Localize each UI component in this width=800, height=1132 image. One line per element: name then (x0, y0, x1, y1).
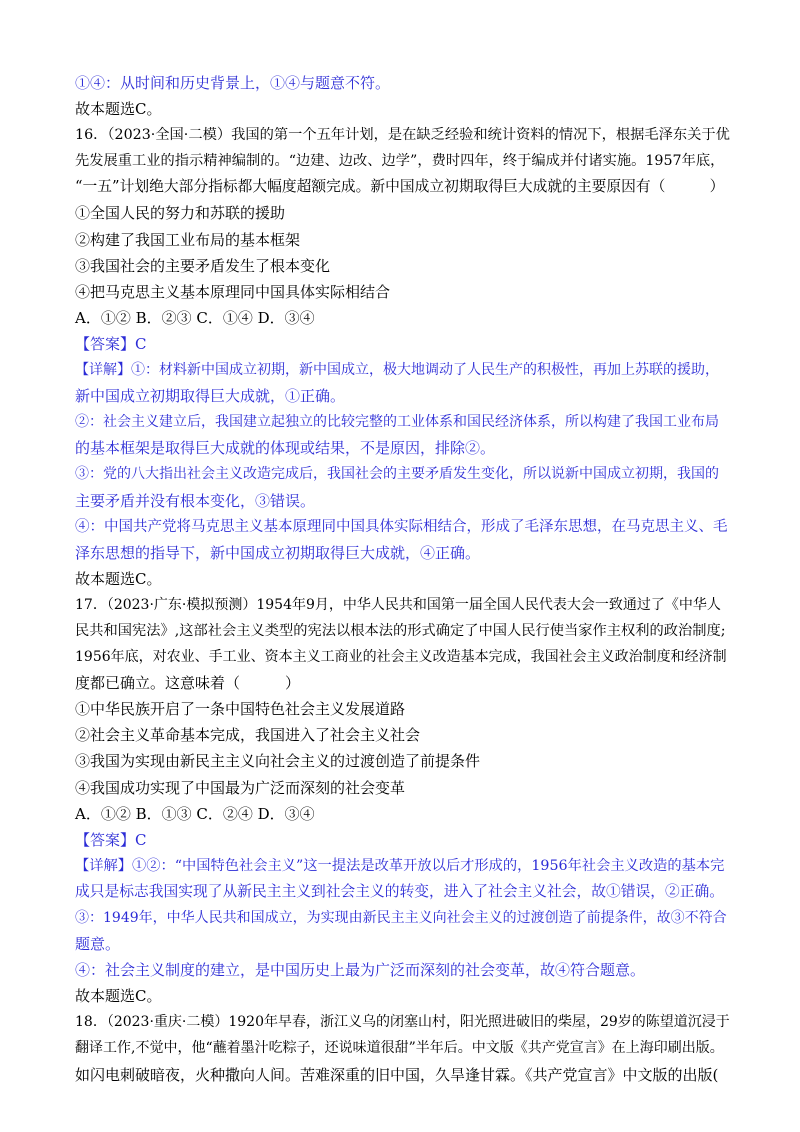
answer-line: 主要矛盾并没有根本变化，③错误。 (75, 491, 316, 510)
answer-line: 【答案】C (75, 334, 147, 353)
text-line: ④我国成功实现了中国最为广泛而深刻的社会变革 (75, 778, 406, 797)
answer-line: 泽东思想的指导下，新中国成立初期取得巨大成就，④正确。 (75, 543, 481, 562)
answer-line: 【答案】C (75, 830, 147, 849)
text-line: ③我国为实现由新民主主义向社会主义的过渡创造了前提条件 (75, 752, 481, 771)
text-line: ②社会主义革命基本完成，我国进入了社会主义社会 (75, 726, 421, 745)
text-line: 故本题选C。 (75, 987, 162, 1006)
answer-line: ①④：从时间和历史背景上，①④与题意不符。 (75, 74, 391, 92)
text-line: 度都已确立。这意味着（ ） (75, 674, 301, 693)
answer-line: ③：党的八大指出社会主义改造完成后，我国社会的主要矛盾发生变化，所以说新中国成立初期，我国的 (75, 466, 719, 483)
document-page (75, 70, 730, 1088)
text-line: 故本题选C。 (75, 569, 162, 588)
text-line: 16．（2023·全国·二模）我国的第一个五年计划，是在缺乏经验和统计资料的情况下，根据毛泽东关于优 (75, 127, 730, 144)
text-line: A．①② B．①③ C．②④ D．③④ (75, 804, 315, 823)
text-line: 民共和国宪法》,这部社会主义类型的宪法以根本法的形式确定了中国人民行使当家作主权利的政治制度; (75, 622, 726, 639)
answer-line: ④：中国共产党将马克思主义基本原理同中国具体实际相结合，形成了毛泽东思想，在马克思主义、毛 (75, 518, 728, 535)
text-line: A．①② B．②③ C．①④ D．③④ (75, 308, 315, 327)
text-line: ①中华民族开启了一条中国特色社会主义发展道路 (75, 700, 406, 719)
text-line: 17．（2023·广东·模拟预测）1954年9月，中华人民共和国第一届全国人民代表大会一致通过了《中华人 (75, 596, 721, 613)
answer-line: 【详解】①：材料新中国成立初期，新中国成立，极大地调动了人民生产的积极性，再加上苏联的援助， (75, 362, 719, 379)
text-line: 故本题选C。 (75, 100, 162, 119)
text-line: “一五”计划绝大部分指标都大幅度超额完成。新中国成立初期取得巨大成就的主要原因有（ ） (75, 178, 725, 196)
text-line: ②构建了我国工业布局的基本框架 (75, 230, 301, 249)
text-line: ①全国人民的努力和苏联的援助 (75, 204, 286, 223)
text-line: ③我国社会的主要矛盾发生了根本变化 (75, 256, 331, 275)
answer-line: 新中国成立初期取得巨大成就，①正确。 (75, 387, 346, 406)
answer-line: 的基本框架是取得巨大成就的体现或结果，不是原因，排除②。 (75, 439, 496, 458)
answer-line: ③：1949年，中华人民共和国成立，为实现由新民主主义向社会主义的过渡创造了前提条件，故③不符合 (75, 910, 727, 926)
text-line: 先发展重工业的指示精神编制的。“边建、边改、边学”，费时四年，终于编成并付诸实施。1957年底， (75, 153, 725, 170)
answer-line: 成只是标志我国实现了从新民主主义到社会主义的转变，进入了社会主义社会，故①错误，②正确。 (75, 882, 724, 900)
text-line: 18．（2023·重庆·二模）1920年早春，浙江义乌的闭塞山村，阳光照进破旧的柴屋，29岁的陈望道沉浸于 (75, 1014, 730, 1031)
text-line: 如闪电刺破暗夜，火种撒向人间。苦难深重的旧中国，久旱逢甘霖。《共产党宣言》中文版的出版( (75, 1065, 719, 1084)
text-line: 翻译工作,不觉中，他“蘸着墨汁吃粽子，还说味道很甜”半年后。中文版《共产党宣言》在上海印刷出版。 (75, 1040, 724, 1057)
answer-line: ②：社会主义建立后，我国建立起独立的比较完整的工业体系和国民经济体系，所以构建了我国工业布局 (75, 414, 719, 431)
text-line: ④把马克思主义基本原理同中国具体实际相结合 (75, 282, 391, 301)
answer-line: ④：社会主义制度的建立，是中国历史上最为广泛而深刻的社会变革，故④符合题意。 (75, 961, 646, 980)
text-line: 1956年底，对农业、手工业、资本主义工商业的社会主义改造基本完成，我国社会主义政治制度和经济制 (75, 649, 727, 666)
answer-line: 【详解】①②：“中国特色社会主义”这一提法是改革开放以后才形成的，1956年社会主义改造的基本完 (75, 857, 725, 874)
answer-line: 题意。 (75, 935, 121, 954)
